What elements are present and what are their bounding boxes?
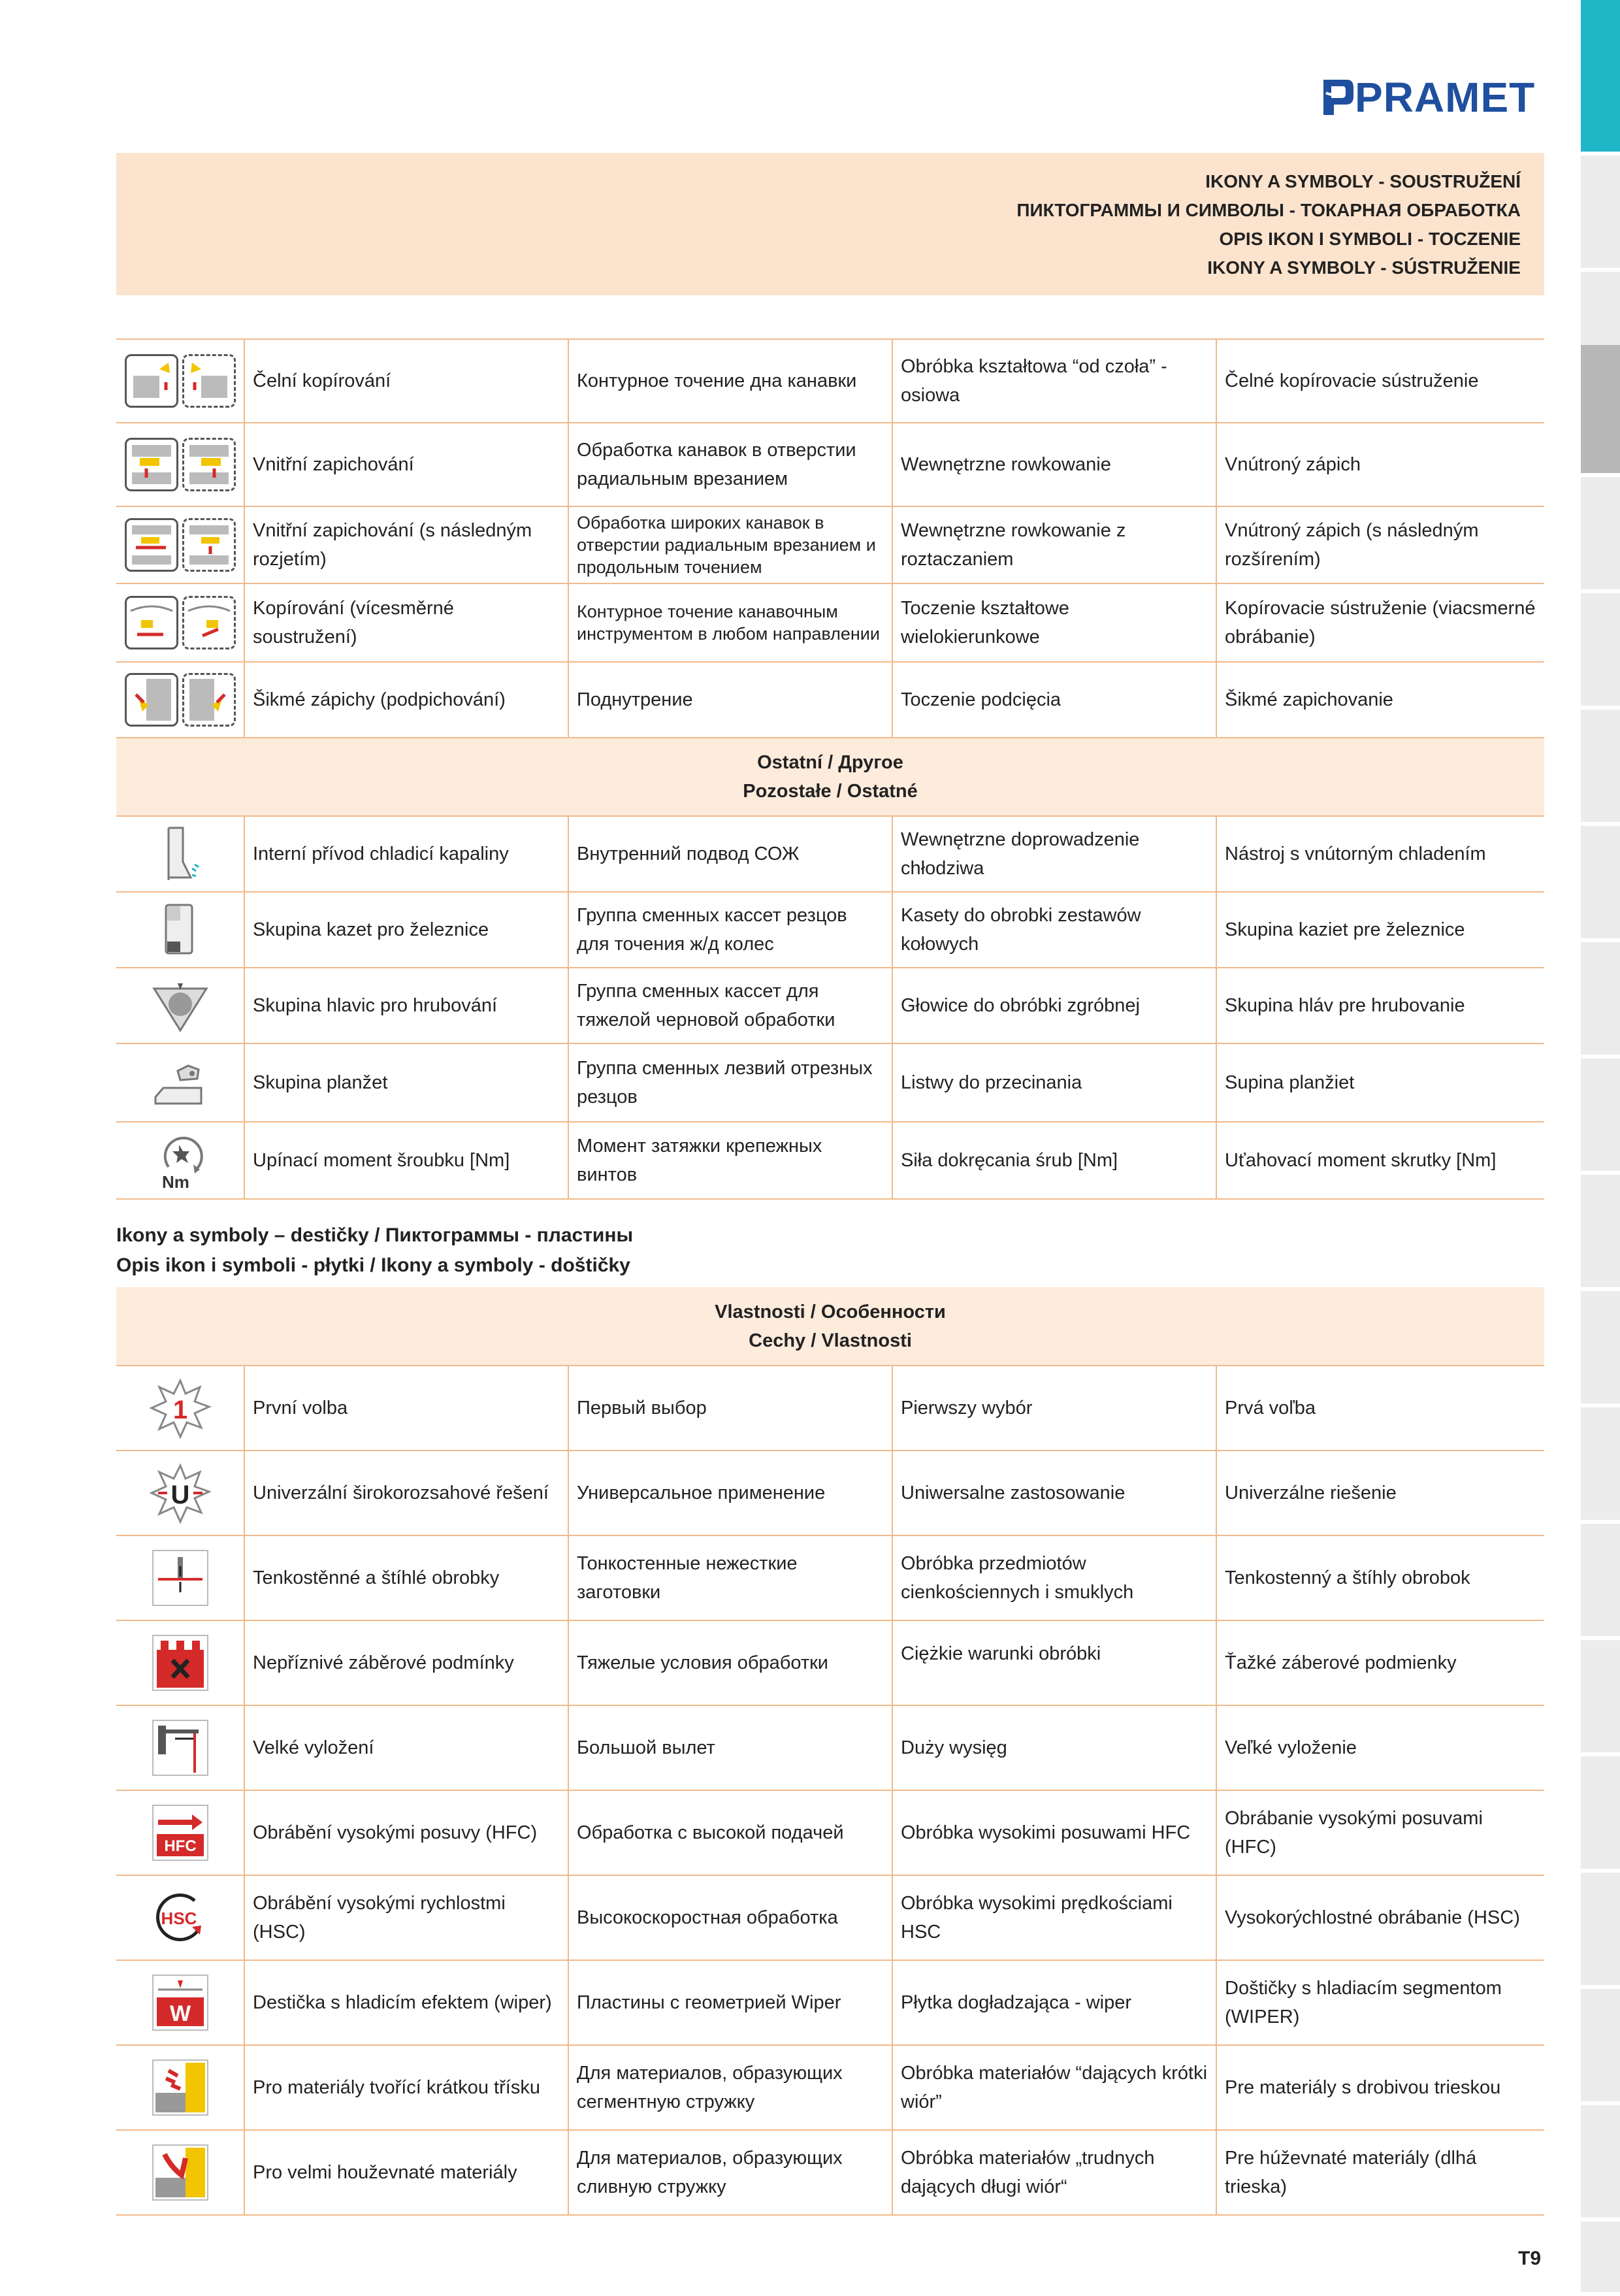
cell-cs: Nepříznivé záběrové podmínky: [244, 1620, 568, 1705]
cell-ru: Пластины с геометрией Wiper: [568, 1960, 892, 2045]
cell-pl: Obróbka przedmiotów cienkościennych i smuklych: [892, 1535, 1216, 1620]
cell-sk: Tenkostenný a štíhly obrobok: [1216, 1535, 1544, 1620]
cell-sk: Skupina kaziet pre železnice: [1216, 892, 1544, 968]
wiper-icon: [149, 1971, 212, 2034]
cell-ru: Универсальное применение: [568, 1451, 892, 1535]
cell-pl: Siła dokręcania śrub [Nm]: [892, 1122, 1216, 1199]
table-row: [116, 339, 1544, 423]
face-copying-icon: [125, 354, 236, 408]
table-row: [116, 816, 1544, 892]
table-row: [116, 2130, 1544, 2215]
svg-text:1: 1: [172, 1396, 187, 1424]
cell-ru: Группа сменных кассет для тяжелой черновой обработки: [568, 968, 892, 1043]
page-number: T9: [1518, 2248, 1542, 2269]
title-line-pl: OPIS IKON I SYMBOLI - TOCZENIE: [1219, 229, 1521, 249]
cell-cs: Skupina planžet: [244, 1043, 568, 1122]
cell-sk: Šikmé zapichovanie: [1216, 662, 1544, 738]
cell-sk: Prvá voľba: [1216, 1366, 1544, 1451]
cell-sk: Skupina hláv pre hrubovanie: [1216, 968, 1544, 1043]
section-title-line: Cechy / Vlastnosti: [749, 1330, 912, 1351]
cell-ru: Обработка с высокой подачей: [568, 1790, 892, 1875]
cell-sk: Kopírovacie sústruženie (viacsmerné obrábanie): [1216, 583, 1544, 662]
hsc-icon: [149, 1886, 212, 1949]
internal-grooving-icon: [125, 438, 236, 491]
table-row: [116, 506, 1544, 583]
icon-cell: [116, 892, 244, 968]
section-header-other: [116, 738, 1544, 816]
cell-cs: Obrábění vysokými posuvy (HFC): [244, 1790, 568, 1875]
blade-icon: [149, 1051, 212, 1114]
cell-sk: Vnútroný zápich: [1216, 423, 1544, 506]
table-row: [116, 662, 1544, 738]
cell-ru: Момент затяжки крепежных винтов: [568, 1122, 892, 1199]
table-row: [116, 1620, 1544, 1705]
roughing-head-icon: [149, 974, 212, 1037]
cell-pl: Obróbka materiałów „trudnych dających długi wiór“: [892, 2130, 1216, 2215]
cell-ru: Высокоскоростная обработка: [568, 1875, 892, 1960]
side-tab[interactable]: [1581, 710, 1620, 826]
table-row: [116, 423, 1544, 506]
icon-cell: [116, 423, 244, 506]
title-line-cs: IKONY A SYMBOLY - SOUSTRUŽENÍ: [1205, 171, 1521, 191]
icon-cell: [116, 968, 244, 1043]
icon-cell: [116, 339, 244, 423]
cell-pl: Toczenie kształtowe wielokierunkowe: [892, 583, 1216, 662]
icon-cell: [116, 1451, 244, 1535]
cell-pl: Głowice do obróbki zgróbnej: [892, 968, 1216, 1043]
side-tab[interactable]: [1581, 1989, 1620, 2105]
cell-ru: Группа сменных лезвий отрезных резцов: [568, 1043, 892, 1122]
undercut-icon: [125, 673, 236, 727]
section-title-line: Pozostałe / Ostatné: [743, 781, 918, 802]
side-tab[interactable]: [1581, 1291, 1620, 1407]
cell-cs: První volba: [244, 1366, 568, 1451]
cell-pl: Wewnętrzne doprowadzenie chłodziwa: [892, 816, 1216, 892]
cell-pl: Toczenie podcięcia: [892, 662, 1216, 738]
side-tab[interactable]: [1581, 2105, 1620, 2222]
cell-pl: Pierwszy wybór: [892, 1366, 1216, 1451]
table-row: [116, 2045, 1544, 2130]
cell-ru: Тяжелые условия обработки: [568, 1620, 892, 1705]
table-row: [116, 1366, 1544, 1451]
cell-sk: Pre húževnaté materiály (dlhá trieska): [1216, 2130, 1544, 2215]
cell-ru: Внутренний подвод СОЖ: [568, 816, 892, 892]
cell-pl: Obróbka kształtowa “od czoła” - osiowa: [892, 339, 1216, 423]
insert-properties-table: [116, 1287, 1544, 2216]
cell-ru: Поднутрение: [568, 662, 892, 738]
table-row: [116, 1535, 1544, 1620]
cell-cs: Vnitřní zapichování (s následným rozjetím): [244, 506, 568, 583]
cell-sk: Vysokorýchlostné obrábanie (HSC): [1216, 1875, 1544, 1960]
side-tab[interactable]: [1581, 1640, 1620, 1756]
side-tab[interactable]: [1581, 477, 1620, 593]
section-title: [116, 1287, 1544, 1366]
inserts-subheading: [116, 1221, 633, 1281]
cell-sk: Doštičky s hladiacím segmentom (WIPER): [1216, 1960, 1544, 2045]
cell-ru: Для материалов, образующих сегментную стружку: [568, 2045, 892, 2130]
icon-cell: [116, 583, 244, 662]
cell-cs: Upínací moment šroubku [Nm]: [244, 1122, 568, 1199]
section-title-line: Ostatní / Другое: [757, 752, 903, 773]
cell-cs: Pro velmi houževnaté materiály: [244, 2130, 568, 2215]
cell-pl: Duży wysięg: [892, 1705, 1216, 1790]
cell-pl: Obróbka wysokimi prędkościami HSC: [892, 1875, 1216, 1960]
cell-ru: Обработка широких канавок в отверстии радиальным врезанием и продольным точением: [568, 506, 892, 583]
cell-cs: Čelní kopírování: [244, 339, 568, 423]
cell-pl: Ciężkie warunki obróbki: [892, 1620, 1216, 1705]
table-row: [116, 1875, 1544, 1960]
cell-sk: Obrábanie vysokými posuvami (HFC): [1216, 1790, 1544, 1875]
thin-wall-icon: [149, 1547, 212, 1609]
table-row: [116, 1960, 1544, 2045]
svg-text:HFC: HFC: [163, 1837, 197, 1855]
cell-pl: Płytka dogładzająca - wiper: [892, 1960, 1216, 2045]
cell-pl: Uniwersalne zastosowanie: [892, 1451, 1216, 1535]
icon-cell: [116, 1960, 244, 2045]
side-tab[interactable]: [1581, 593, 1620, 710]
table-row: [116, 1122, 1544, 1199]
turning-symbols-table: [116, 338, 1544, 1200]
cell-pl: Wewnętrzne rowkowanie z roztaczaniem: [892, 506, 1216, 583]
side-tab[interactable]: [1581, 2222, 1620, 2296]
hfc-icon: [149, 1801, 212, 1864]
side-tab[interactable]: [1581, 1407, 1620, 1524]
icon-cell: [116, 1875, 244, 1960]
cell-sk: Vnútroný zápich (s následným rozšírením): [1216, 506, 1544, 583]
cell-pl: Listwy do przecinania: [892, 1043, 1216, 1122]
cell-cs: Skupina hlavic pro hrubování: [244, 968, 568, 1043]
table-row: [116, 1790, 1544, 1875]
cell-sk: Ťažké záberové podmienky: [1216, 1620, 1544, 1705]
pramet-logo-text: PRAMET: [1355, 74, 1536, 121]
cell-sk: Čelné kopírovacie sústruženie: [1216, 339, 1544, 423]
cell-sk: Univerzálne riešenie: [1216, 1451, 1544, 1535]
section-title-line: Vlastnosti / Особенности: [715, 1301, 946, 1322]
table-row: [116, 968, 1544, 1043]
side-tab[interactable]: [1581, 1756, 1620, 1873]
icon-cell: [116, 2045, 244, 2130]
cell-ru: Тонкостенные нежесткие заготовки: [568, 1535, 892, 1620]
icon-cell: [116, 506, 244, 583]
title-line-sk: IKONY A SYMBOLY - SÚSTRUŽENIE: [1207, 257, 1521, 278]
cell-ru: Обработка канавок в отверстии радиальным врезанием: [568, 423, 892, 506]
cell-sk: Veľké vyloženie: [1216, 1705, 1544, 1790]
svg-text:U: U: [170, 1481, 189, 1509]
section-title: [116, 738, 1544, 816]
cell-cs: Skupina kazet pro železnice: [244, 892, 568, 968]
table-row: [116, 1043, 1544, 1122]
cell-ru: Группа сменных кассет резцов для точения ж/д колес: [568, 892, 892, 968]
unfavourable-conditions-icon: [149, 1632, 212, 1694]
title-line-ru: ПИКТОГРАММЫ И СИМВОЛЫ - ТОКАРНАЯ ОБРАБОТКА: [1016, 200, 1521, 220]
icon-cell: [116, 662, 244, 738]
cell-sk: Nástroj s vnútorným chladením: [1216, 816, 1544, 892]
pramet-logo: [1321, 72, 1535, 123]
icon-cell: [116, 1705, 244, 1790]
cell-cs: Vnitřní zapichování: [244, 423, 568, 506]
railway-cassette-icon: [149, 898, 212, 961]
cell-cs: Kopírování (vícesměrné soustružení): [244, 583, 568, 662]
table-row: [116, 583, 1544, 662]
side-tab-current[interactable]: [1581, 345, 1620, 477]
long-overhang-icon: [149, 1716, 212, 1779]
svg-text:Nm: Nm: [161, 1172, 189, 1192]
side-tab-active[interactable]: [1581, 0, 1620, 156]
title-box: [116, 153, 1544, 295]
icon-cell: [116, 2130, 244, 2215]
cell-ru: Контурное точение канавочным инструментом в любом направлении: [568, 583, 892, 662]
first-choice-icon: [149, 1377, 212, 1439]
icon-cell: [116, 1122, 244, 1199]
cell-pl: Obróbka wysokimi posuwami HFC: [892, 1790, 1216, 1875]
side-tab[interactable]: [1581, 1524, 1620, 1640]
cell-cs: Univerzální širokorozsahové řešení: [244, 1451, 568, 1535]
cell-sk: Supina planžiet: [1216, 1043, 1544, 1122]
cell-sk: Uťahovací moment skrutky [Nm]: [1216, 1122, 1544, 1199]
cell-pl: Kasety do obrobki zestawów kołowych: [892, 892, 1216, 968]
subheading-line: Opis ikon i symboli - płytki / Ikony a symboly - doštičky: [116, 1255, 630, 1276]
icon-cell: [116, 1043, 244, 1122]
cell-cs: Interní přívod chladicí kapaliny: [244, 816, 568, 892]
side-tab[interactable]: [1581, 942, 1620, 1058]
icon-cell: [116, 1790, 244, 1875]
cell-sk: Pre materiály s drobivou trieskou: [1216, 2045, 1544, 2130]
universal-icon: [149, 1462, 212, 1524]
svg-text:W: W: [169, 2001, 191, 2026]
pramet-logo-mark-icon: [1321, 77, 1355, 118]
icon-cell: [116, 816, 244, 892]
cell-ru: Большой вылет: [568, 1705, 892, 1790]
cell-cs: Destička s hladicím efektem (wiper): [244, 1960, 568, 2045]
short-chip-icon: [149, 2056, 212, 2119]
table-row: [116, 1451, 1544, 1535]
cell-cs: Velké vyložení: [244, 1705, 568, 1790]
side-tab[interactable]: [1581, 1058, 1620, 1175]
cell-ru: Для материалов, образующих сливную стружку: [568, 2130, 892, 2215]
icon-cell: [116, 1535, 244, 1620]
side-tabs: [1581, 0, 1620, 2292]
cell-cs: Šikmé zápichy (podpichování): [244, 662, 568, 738]
side-tab[interactable]: [1581, 156, 1620, 272]
torque-icon: [149, 1129, 212, 1192]
cell-cs: Pro materiály tvořící krátkou třísku: [244, 2045, 568, 2130]
cell-ru: Первый выбор: [568, 1366, 892, 1451]
section-header-properties: [116, 1287, 1544, 1366]
table-row: [116, 1705, 1544, 1790]
svg-text:HSC: HSC: [161, 1909, 197, 1928]
profiling-icon: [125, 596, 236, 649]
icon-cell: [116, 1620, 244, 1705]
internal-coolant-icon: [149, 823, 212, 885]
cell-cs: Tenkostěnné a štíhlé obrobky: [244, 1535, 568, 1620]
subheading-line: Ikony a symboly – destičky / Пиктограммы - пластины: [116, 1224, 634, 1246]
table-row: [116, 892, 1544, 968]
tough-material-icon: [149, 2141, 212, 2204]
side-tab[interactable]: [1581, 1175, 1620, 1291]
icon-cell: [116, 1366, 244, 1451]
side-tab[interactable]: [1581, 1873, 1620, 1989]
cell-cs: Obrábění vysokými rychlostmi (HSC): [244, 1875, 568, 1960]
internal-grooving-widening-icon: [125, 518, 236, 572]
side-tab[interactable]: [1581, 826, 1620, 942]
cell-ru: Контурное точение дна канавки: [568, 339, 892, 423]
cell-pl: Wewnętrzne rowkowanie: [892, 423, 1216, 506]
cell-pl: Obróbka materiałów “dających krótki wiór”: [892, 2045, 1216, 2130]
